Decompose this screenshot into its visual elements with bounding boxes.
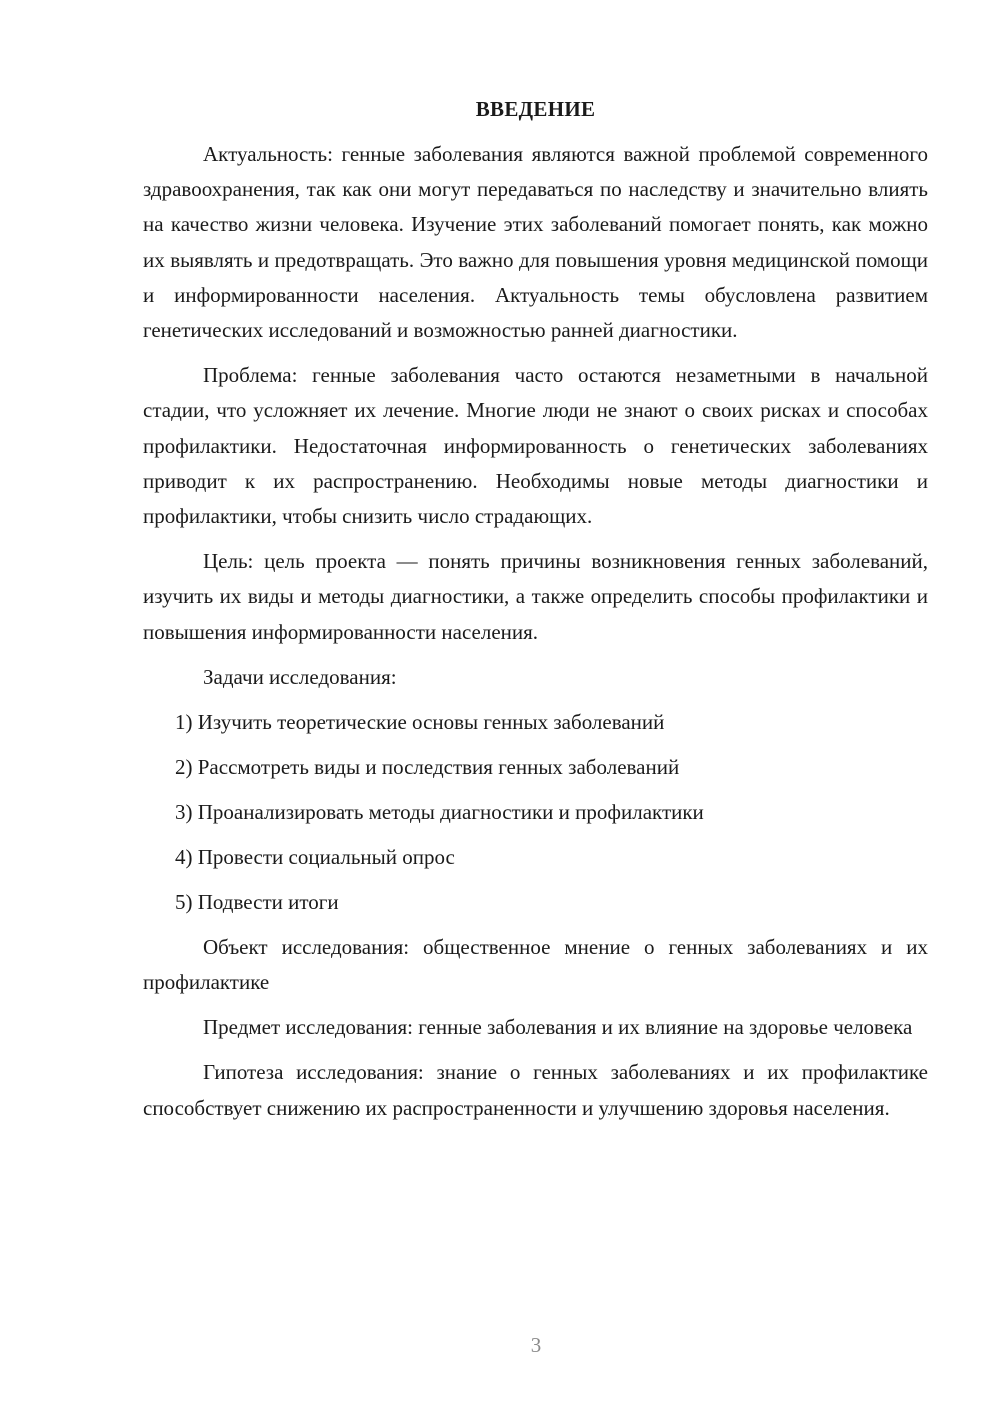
page-number: 3 [530, 1333, 542, 1357]
relevance-paragraph: Актуальность: генные заболевания являются важной проблемой современного здравоохранения, так как они могут передаваться по наследству и значительно влиять на качество жизни человека. Изучение этих заболеваний помогает понять, как можно их выявлять и предотвращать. Это важно для повышения уровня медицинской помощи и информированности населения. Актуальность темы обусловлена развитием генетических исследований и возможностью ранней диагностики. [143, 142, 928, 343]
goal-paragraph: Цель: цель проекта — понять причины возникновения генных заболеваний, изучить их виды и методы диагностики, а также определить способы профилактики и повышения информированности населения. [143, 549, 928, 644]
problem-paragraph: Проблема: генные заболевания часто остаются незаметными в начальной стадии, что усложняет их лечение. Многие люди не знают о своих рисках и способах профилактики. Недостаточная информированность о генетических заболеваниях приводит к их распространению. Необходимы новые методы диагностики и профилактики, чтобы снизить число страдающих. [143, 363, 928, 529]
tasks-list [143, 705, 928, 920]
task-item-2: 2) Рассмотреть виды и последствия генных заболеваний [175, 754, 680, 779]
page-content [143, 92, 928, 1136]
tasks-heading: Задачи исследования: [203, 664, 397, 689]
hypothesis-paragraph: Гипотеза исследования: знание о генных заболеваниях и их профилактике способствует снижению их распространенности и улучшению здоровья населения. [143, 1060, 928, 1120]
subject-paragraph: Предмет исследования: генные заболевания и их влияние на здоровье человека [203, 1015, 913, 1040]
task-item-3: 3) Проанализировать методы диагностики и профилактики [175, 799, 704, 824]
task-item-4: 4) Провести социальный опрос [175, 844, 455, 869]
task-item-5: 5) Подвести итоги [175, 889, 339, 914]
section-title: ВВЕДЕНИЕ [475, 97, 596, 121]
object-paragraph: Объект исследования: общественное мнение о генных заболеваниях и их профилактике [143, 934, 928, 995]
task-item-1: 1) Изучить теоретические основы генных заболеваний [175, 709, 665, 734]
